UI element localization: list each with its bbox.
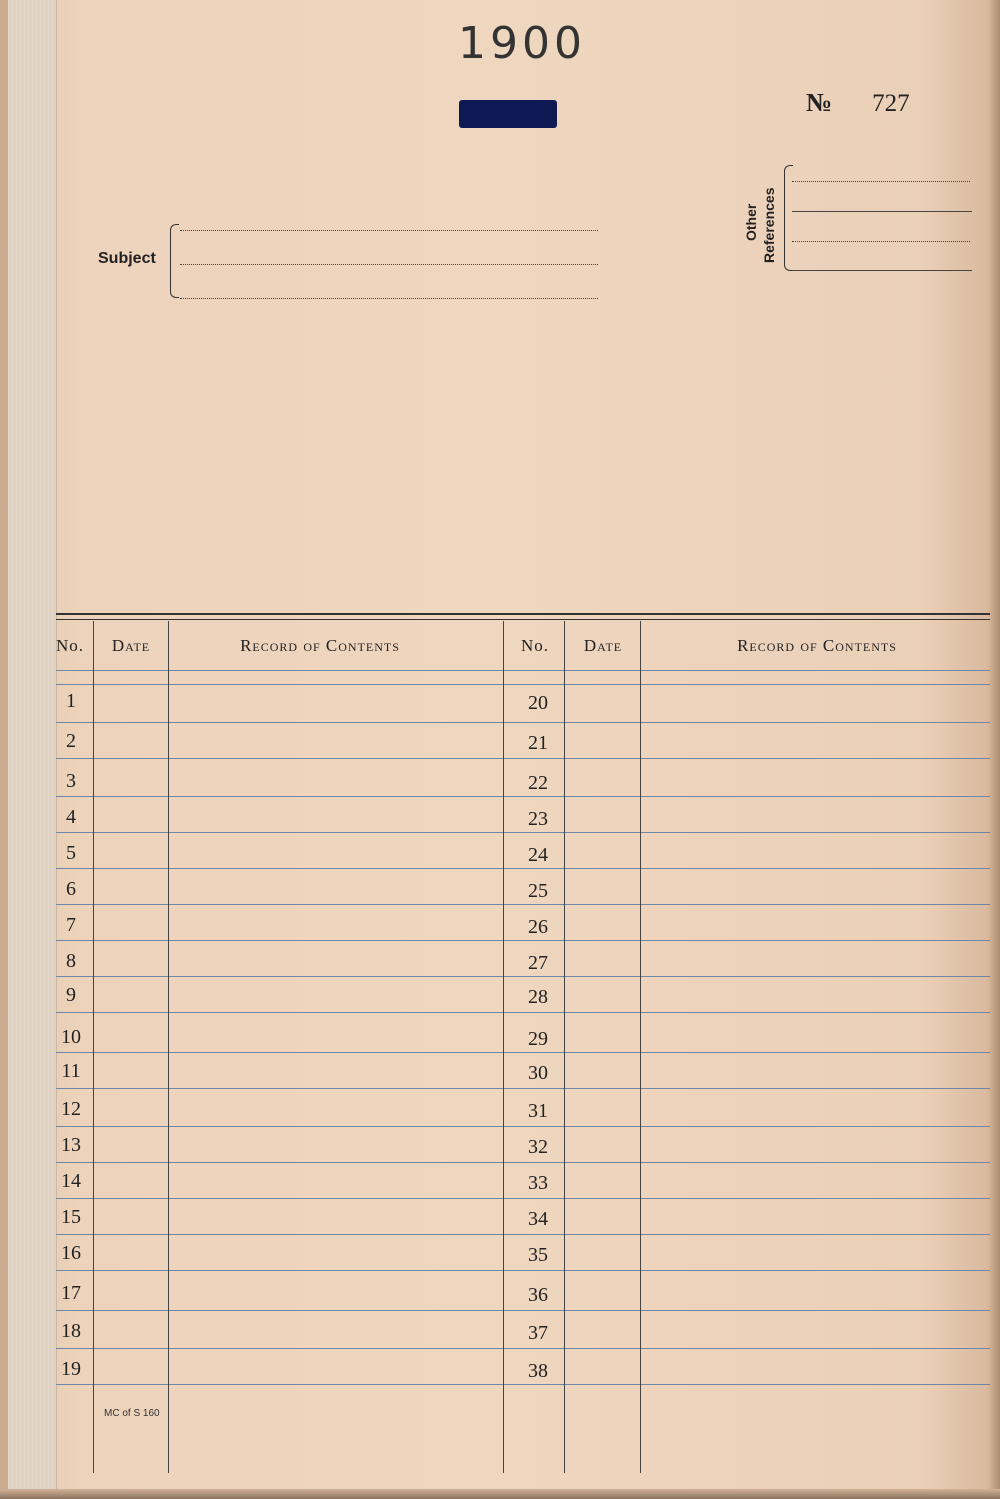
- row-rule: [56, 1012, 990, 1013]
- row-number-left: 3: [66, 770, 76, 792]
- header-date-right: Date: [583, 636, 623, 655]
- row-number-right: 36: [528, 1284, 548, 1306]
- other-ref-line-3[interactable]: [792, 241, 970, 242]
- subject-line-1[interactable]: [180, 230, 598, 231]
- row-number-right: 24: [528, 844, 548, 866]
- row-number-left: 15: [61, 1206, 81, 1228]
- redaction-block: [459, 100, 557, 128]
- row-number-left: 4: [66, 806, 76, 828]
- row-rule: [56, 1234, 990, 1235]
- row-number-right: 37: [528, 1322, 548, 1344]
- cover-edge-bottom: [0, 1489, 1000, 1499]
- cover-edge: [0, 0, 8, 1499]
- other-ref-line-2[interactable]: [792, 211, 972, 212]
- row-rule: [56, 670, 990, 671]
- row-rule: [56, 1310, 990, 1311]
- row-number-right: 26: [528, 916, 548, 938]
- row-number-right: 38: [528, 1360, 548, 1382]
- header-no-left: No.: [55, 636, 85, 655]
- col-divider-left-date: [168, 621, 169, 1473]
- row-number-right: 25: [528, 880, 548, 902]
- row-number-left: 11: [61, 1060, 81, 1082]
- row-number-left: 8: [66, 950, 76, 972]
- row-number-right: 22: [528, 772, 548, 794]
- file-number: [806, 88, 910, 118]
- header-date-left: Date: [111, 636, 151, 655]
- row-rule: [56, 832, 990, 833]
- other-ref-line-1[interactable]: [792, 181, 970, 182]
- row-rule: [56, 1384, 990, 1385]
- row-number-left: 1: [66, 690, 76, 712]
- other-references-label-line1: Other: [743, 203, 759, 241]
- row-number-right: 23: [528, 808, 548, 830]
- row-rule: [56, 722, 990, 723]
- col-divider-left-no: [93, 621, 94, 1473]
- row-number-left: 2: [66, 730, 76, 752]
- row-rule: [56, 1198, 990, 1199]
- row-number-right: 33: [528, 1172, 548, 1194]
- row-number-right: 32: [528, 1136, 548, 1158]
- row-number-right: 29: [528, 1028, 548, 1050]
- row-number-left: 7: [66, 914, 76, 936]
- row-number-right: 30: [528, 1062, 548, 1084]
- other-references-label-line2: References: [761, 187, 777, 263]
- row-rule: [56, 796, 990, 797]
- row-number-right: 34: [528, 1208, 548, 1230]
- row-number-left: 13: [61, 1134, 81, 1156]
- row-number-right: 21: [528, 732, 548, 754]
- row-number-right: 31: [528, 1100, 548, 1122]
- col-divider-middle: [503, 621, 504, 1473]
- subject-line-2[interactable]: [180, 264, 598, 265]
- file-number-label: №: [806, 88, 833, 117]
- other-ref-line-4[interactable]: [792, 270, 972, 271]
- header-record-left: Record of Contents: [240, 636, 400, 655]
- table-top-rule-2: [56, 619, 990, 620]
- header-no-right: No.: [520, 636, 550, 655]
- row-rule: [56, 1348, 990, 1349]
- row-number-right: 28: [528, 986, 548, 1008]
- row-number-left: 17: [61, 1282, 81, 1304]
- row-number-right: 27: [528, 952, 548, 974]
- row-number-right: 20: [528, 692, 548, 714]
- subject-line-3[interactable]: [180, 298, 598, 299]
- row-number-left: 19: [61, 1358, 81, 1380]
- cloth-spine: [8, 0, 57, 1499]
- col-divider-right-date: [640, 621, 641, 1473]
- row-rule: [56, 976, 990, 977]
- year-stamp: 1900: [458, 18, 586, 69]
- row-number-left: 6: [66, 878, 76, 900]
- row-number-left: 18: [61, 1320, 81, 1342]
- row-rule: [56, 758, 990, 759]
- row-number-left: 14: [61, 1170, 81, 1192]
- row-rule: [56, 1088, 990, 1089]
- row-rule: [56, 904, 990, 905]
- row-number-left: 12: [61, 1098, 81, 1120]
- row-number-left: 16: [61, 1242, 81, 1264]
- row-rule: [56, 1126, 990, 1127]
- subject-label: Subject: [98, 250, 156, 267]
- row-rule: [56, 1270, 990, 1271]
- table-top-rule: [56, 613, 990, 615]
- row-number-left: 9: [66, 984, 76, 1006]
- row-rule: [56, 940, 990, 941]
- row-number-right: 35: [528, 1244, 548, 1266]
- cover-edge-right: [988, 0, 1000, 1499]
- subject-brace: [170, 224, 179, 298]
- row-number-left: 10: [61, 1026, 81, 1048]
- form-code: MC of S 160: [104, 1408, 160, 1419]
- file-number-value: 727: [872, 90, 910, 117]
- header-record-right: Record of Contents: [737, 636, 897, 655]
- row-rule: [56, 684, 990, 685]
- row-number-left: 5: [66, 842, 76, 864]
- other-references-label: [737, 165, 787, 265]
- row-rule: [56, 1052, 990, 1053]
- row-rule: [56, 1162, 990, 1163]
- row-rule: [56, 868, 990, 869]
